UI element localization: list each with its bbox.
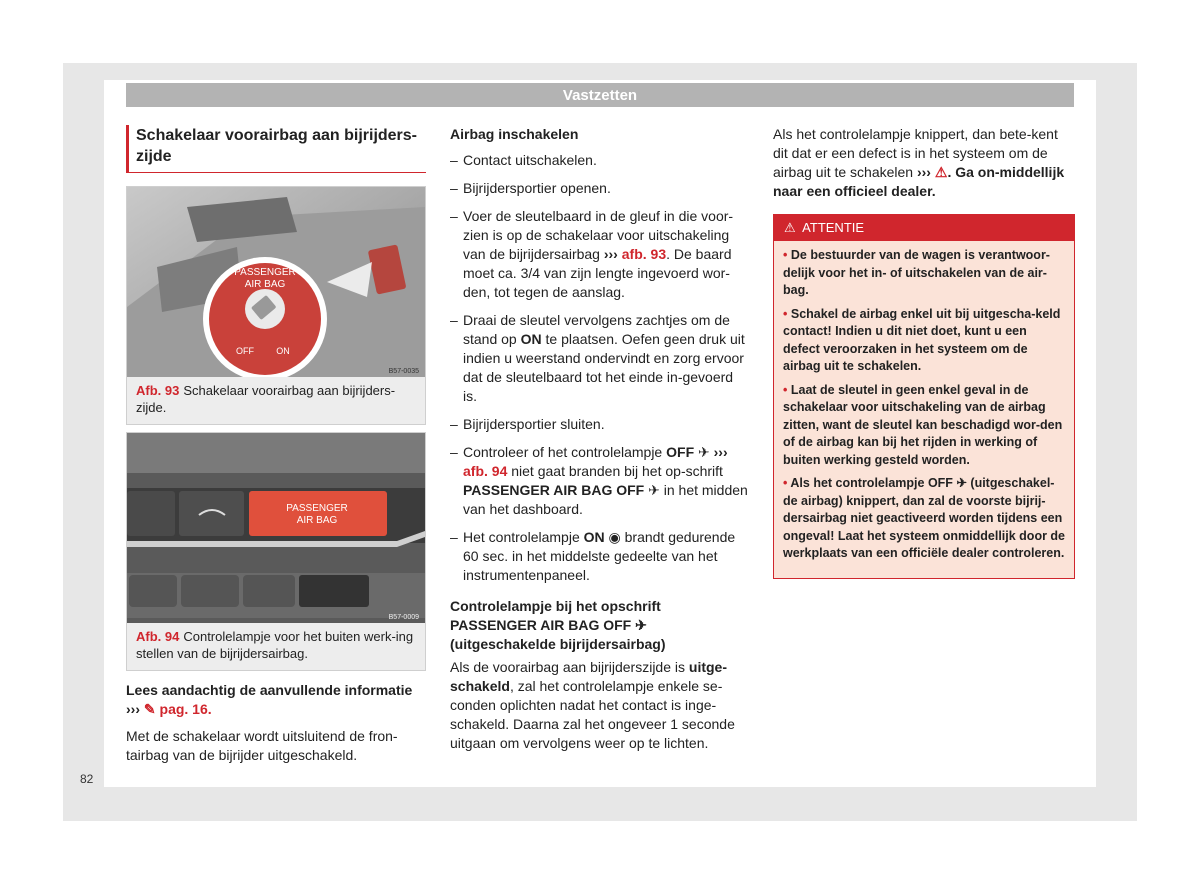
step-text-end: . De baard moet ca. 3/4 van zijn lengte ingevoerd wor-den, tot tegen de aanslag. [463,246,732,300]
heading-airbag-inschakelen: Airbag inschakelen [450,126,579,142]
switch-label-line1: PASSENGER [234,267,296,278]
warning-item-text: Schakel de airbag enkel uit bij uitgescha-keld contact! Indien u dit niet doet, kunt u een defect veroorzaken in het systeem om de airbag uit te schakelen. [783,306,1061,373]
warning-item-text-end: (uitgeschakel-de airbag) knippert, dan zal de voorste bijrij-dersairbag niet geactiveerd worden tijdens een ongeval! Laat het systeem onmiddellijk door de werkplaats van een officiële dealer controleren. [783,476,1066,560]
warning-triangle-icon: ⚠ [934,164,948,180]
airbag-on-icon: ◉ [608,529,621,545]
step-text-end: brandt gedurende 60 sec. in het middelste gedeelte van het instrumentenpaneel. [463,529,736,583]
figure-label: Afb. 94 [136,629,180,644]
caption-text: Controlelampje voor het buiten werk-ing stellen van de bijrijdersairbag. [136,629,414,661]
dashboard-panel-illustration [127,433,425,623]
figure-93 [126,186,426,425]
step-text: Controleer of het controlelampje [463,444,663,460]
warning-title: ATTENTIE [802,220,865,235]
passenger-airbag-off-label: PASSENGER AIR BAG OFF [463,482,645,498]
warning-item [783,306,1065,376]
para-text-end: , zal het controlelampje enkele se-conden oplichten nadat het contact is inge-schakeld. Daarna zal het ongeveer 1 seconde uitgaan om vervolgens weer op te lichten. [450,678,735,751]
step-7 [450,528,750,585]
para-bold: uitge-schakeld [450,659,728,694]
switch-on-label: ON [276,346,290,356]
bullet-icon: • [783,476,788,490]
warning-item-text: Laat de sleutel in geen enkel geval in de schakelaar voor uitschakeling van de airbag zitten, want de sleutel kan beschadigd wor-den of de airbag kan bij het rijden in werking of buiten werking gesteld worden. [783,382,1063,467]
warning-header [774,215,1074,241]
heading-text-end: (uitgeschakelde bijrijdersairbag) [450,636,666,652]
warning-triangle-icon: ⚠ [784,220,796,235]
step-text-end: in het midden van het dashboard. [463,482,748,517]
warning-item [783,247,1065,300]
arrow-ref-icon: ››› [916,164,931,180]
figure-caption [127,377,425,424]
airbag-off-icon: ✈ [648,482,660,498]
intro-paragraph: Met de schakelaar wordt uitsluitend de fron-tairbag van de bijrijder uitgeschakeld. [126,728,398,763]
step-3 [450,207,750,302]
para-text: Als de voorairbag aan bijrijderszijde is [450,659,686,675]
step-4 [450,311,750,406]
switch-off-label: OFF [236,346,254,356]
warning-item-text: De bestuurder van de wagen is verantwoor-delijk voor het in- of uitschakelen van de air-bag. [783,248,1050,297]
info-ref-page[interactable]: pag. 16. [159,701,212,717]
step-1: – Contact uitschakelen. [450,151,750,170]
warning-item [783,382,1065,470]
step-6 [450,443,750,519]
airbag-off-icon: ✈ [635,617,647,633]
column-2 [450,125,750,753]
bullet-icon: • [783,382,788,397]
warning-box [773,214,1075,579]
figure-label: Afb. 93 [136,383,180,398]
step-text: Het controlelampje [463,529,580,545]
para-text: Als het controlelampje knippert, dan bete-kent dit dat er een defect is in het systeem om de airbag uit te schakelen [773,126,1058,180]
step-2: – Bijrijdersportier openen. [450,179,750,198]
airbag-off-icon: ✈ [956,476,967,490]
figure-code: B57-0009 [388,614,419,621]
figure-code: B57-0035 [388,368,419,375]
on-label: ON [583,529,605,545]
off-label: OFF [666,444,695,460]
off-label: OFF [927,476,953,490]
airbag-off-paragraph [450,658,750,753]
airbag-switch-illustration [127,187,425,377]
book-icon: ✎ [143,701,156,717]
page-number: 82 [80,772,94,786]
warning-item-text: Als het controlelampje [790,476,925,490]
caption-text: Schakelaar voorairbag aan bijrijders-zijde. [136,383,396,415]
panel-label-line2: AIR BAG [296,515,338,526]
step-5: – Bijrijdersportier sluiten. [450,415,750,434]
blink-paragraph [773,125,1074,201]
arrow-ref-icon: ››› [713,444,728,460]
switch-label-line2: AIR BAG [244,279,286,290]
airbag-off-icon: ✈ [698,444,710,460]
passenger-airbag-off-label: PASSENGER AIR BAG OFF [450,617,632,633]
heading-text: Controlelampje bij het opschrift [450,598,661,614]
heading-controlelampje [450,597,750,654]
info-ref[interactable] [126,700,426,719]
panel-label-line1: PASSENGER [286,503,348,514]
bullet-icon: • [783,306,788,321]
bullet-icon: • [783,248,788,262]
step-text: Draai de sleutel vervolgens zachtjes om de stand op [463,312,730,347]
page-header: Vastzetten [126,83,1074,107]
figure-ref[interactable]: afb. 93 [621,246,667,262]
arrow-ref-icon: ››› [126,701,140,717]
info-block [126,681,426,765]
figure-94 [126,432,426,671]
warning-body [774,241,1074,563]
step-text-mid: niet gaat branden bij het op-schrift [511,463,723,479]
figure-ref[interactable]: afb. 94 [463,463,508,479]
para-bold: . Ga on-middellijk naar een officieel dealer. [773,164,1065,199]
figure-caption [127,623,425,670]
step-text-end: te plaatsen. Oefen geen druk uit indien u weerstand ondervindt en zorg ervoor dat de sleutelbaard tot het einde in-gevoerd is. [463,331,745,404]
info-heading: Lees aandachtig de aanvullende informatie [126,682,413,698]
arrow-ref-icon: ››› [603,246,618,262]
column-3 [773,125,1074,201]
step-text: Voer de sleutelbaard in de gleuf in die voor-zien is op de schakelaar voor uitschakeling van de bijrijdersairbag [463,208,734,262]
warning-item [783,475,1065,563]
section-title: Schakelaar voorairbag aan bijrijders-zijde [126,125,426,173]
on-label: ON [520,331,542,347]
